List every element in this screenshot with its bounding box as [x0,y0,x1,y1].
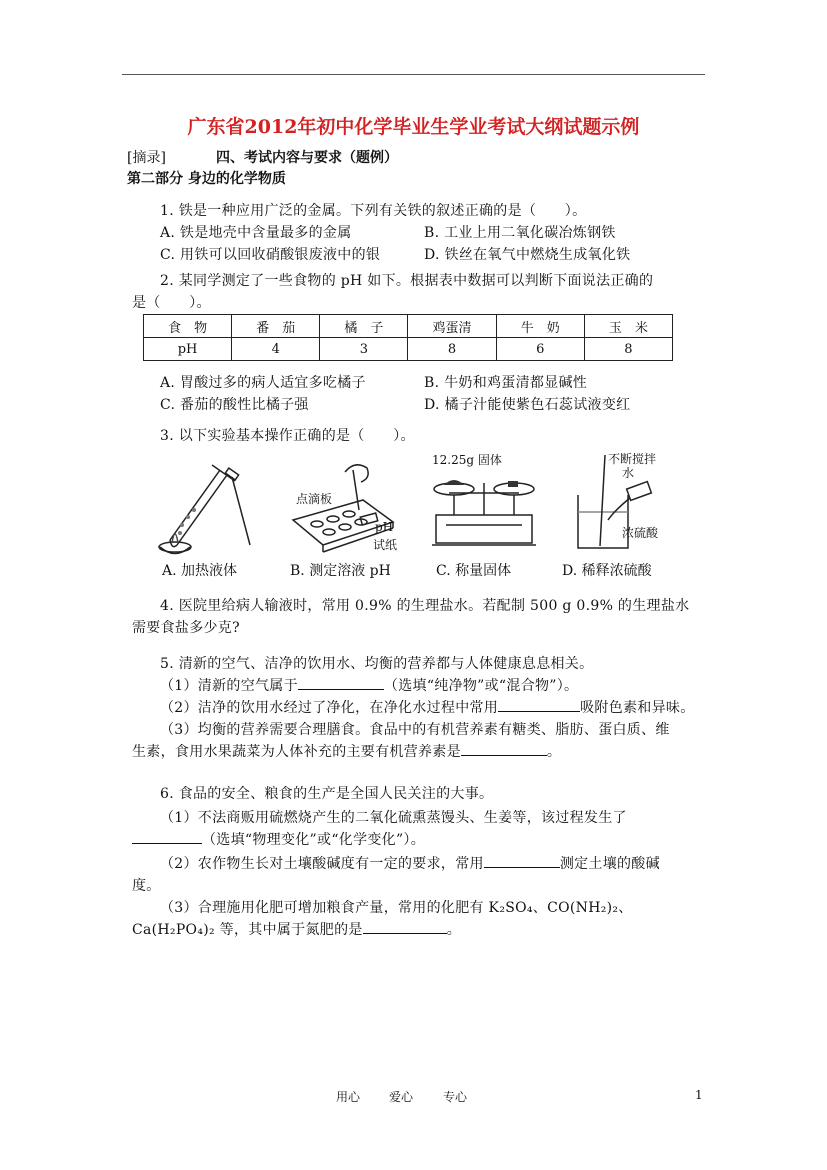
page-number: 1 [695,1088,703,1102]
table-cell: 番 茄 [232,315,320,338]
q3-stem: 3. 以下实验基本操作正确的是（ ）。 [160,428,415,444]
table-cell: 8 [408,338,496,361]
section-heading: 四、考试内容与要求（题例） [216,150,398,166]
q2-option-a: A. 胃酸过多的病人适宜多吃橘子 [160,375,366,391]
q2-option-b: B. 牛奶和鸡蛋清都显碱性 [424,375,588,391]
q2-stem-line1: 2. 某同学测定了一些食物的 pH 如下。根据表中数据可以判断下面说法正确的 [160,273,654,289]
q5-part3-cont [132,741,561,761]
answer-blank[interactable] [461,741,547,756]
table-cell: 4 [232,338,320,361]
q1-option-c: C. 用铁可以回收硝酸银废液中的银 [160,247,381,263]
table-cell: 8 [584,338,672,361]
q4-line1: 4. 医院里给病人输液时，常用 0.9% 的生理盐水。若配制 500 g 0.9% 的生理盐水 [160,598,690,614]
page-title: 广东省2012年初中化学毕业生学业考试大纲试题示例 [187,116,640,138]
answer-blank[interactable] [363,919,447,934]
q6-part2-cont: 度。 [132,878,161,894]
q5-part3-text: 生素，食用水果蔬菜为人体补充的主要有机营养素是 [132,744,461,760]
footer-word: 专心 [443,1090,468,1104]
ph-table-header-row [144,315,673,338]
q5-stem: 5. 清新的空气、洁净的饮用水、均衡的营养都与人体健康息息相关。 [160,656,594,672]
table-cell: 3 [320,338,408,361]
q6-part3-cont [132,919,461,939]
q6-part3: （3）合理施用化肥可增加粮食产量，常用的化肥有 K₂SO₄、CO(NH₂)₂、 [160,900,633,916]
answer-blank[interactable] [298,675,384,690]
q6-stem: 6. 食品的安全、粮食的生产是全国人民关注的大事。 [160,786,494,802]
q4-line2: 需要食盐多少克? [132,620,240,636]
table-cell: 鸡蛋清 [408,315,496,338]
q1-option-d: D. 铁丝在氧气中燃烧生成氧化铁 [424,247,631,263]
q2-option-d: D. 橘子汁能使紫色石蕊试液变红 [424,397,631,413]
table-cell: 牛 奶 [496,315,584,338]
footer-word: 爱心 [389,1090,414,1104]
q5-part1-hint: （选填“纯净物”或“混合物”）。 [383,678,579,694]
q1-stem: 1. 铁是一种应用广泛的金属。下列有关铁的叙述正确的是（ ）。 [160,203,587,219]
q6-part2 [160,853,660,873]
q2-option-c: C. 番茄的酸性比橘子强 [160,397,309,413]
q6-part3-text: Ca(H₂PO₄)₂ 等，其中属于氮肥的是 [132,922,363,938]
q6-part1-cont [132,829,425,849]
q3-caption-b: B. 测定溶液 pH [290,563,391,579]
ph-table-value-row [144,338,673,361]
header-rule [122,74,705,75]
table-cell: 橘 子 [320,315,408,338]
table-cell: 食 物 [144,315,232,338]
table-cell: 6 [496,338,584,361]
heating-liquid-figure [150,455,265,560]
q5-part3: （3）均衡的营养需要合理膳食。食品中的有机营养素有糖类、脂肪、蛋白质、维 [160,722,670,738]
table-cell: 玉 米 [584,315,672,338]
q5-part2 [160,697,695,717]
part-heading: 第二部分 身边的化学物质 [127,171,286,187]
q3-caption-a: A. 加热液体 [162,563,238,579]
q5-part2-text: （2）洁净的饮用水经过了净化，在净化水过程中常用 [160,700,499,716]
q6-part2-tail: 测定土壤的酸碱 [559,856,660,872]
answer-blank[interactable] [132,829,202,844]
q5-part1-text: （1）清新的空气属于 [160,678,298,694]
q6-part2-text: （2）农作物生长对土壤酸碱度有一定的要求，常用 [160,856,484,872]
answer-blank[interactable] [498,697,580,712]
q6-part1-hint: （选填“物理变化”或“化学变化”）。 [202,832,426,848]
label-acid: 浓硫酸 [622,526,659,540]
q1-option-a: A. 铁是地壳中含量最多的金属 [160,225,352,241]
excerpt-tag: [摘录] [127,150,166,166]
label-stir: 不断搅拌 [608,452,657,466]
label-paper: 试纸 [373,538,398,552]
q5-part3-end: 。 [546,744,562,760]
q5-part2-tail: 吸附色素和异味。 [580,700,695,716]
table-cell: pH [144,338,232,361]
q3-caption-c: C. 称量固体 [436,563,512,579]
label-ph: pH [375,520,394,534]
q2-stem-line2: 是（ ）。 [132,295,211,311]
q1-option-b: B. 工业上用二氧化碳冶炼钢铁 [424,225,616,241]
balance-figure [424,465,544,555]
answer-blank[interactable] [484,853,560,868]
q6-part1: （1）不法商贩用硫燃烧产生的二氧化硫熏蒸馒头、生姜等，该过程发生了 [160,810,627,826]
q5-part1 [160,675,578,695]
label-solid: 12.25g 固体 [432,453,502,467]
label-plate: 点滴板 [296,492,333,506]
label-water: 水 [622,466,635,480]
q3-caption-d: D. 稀释浓硫酸 [562,563,652,579]
ph-table [143,314,673,361]
footer-word: 用心 [336,1090,361,1104]
q6-part3-end: 。 [446,922,461,938]
